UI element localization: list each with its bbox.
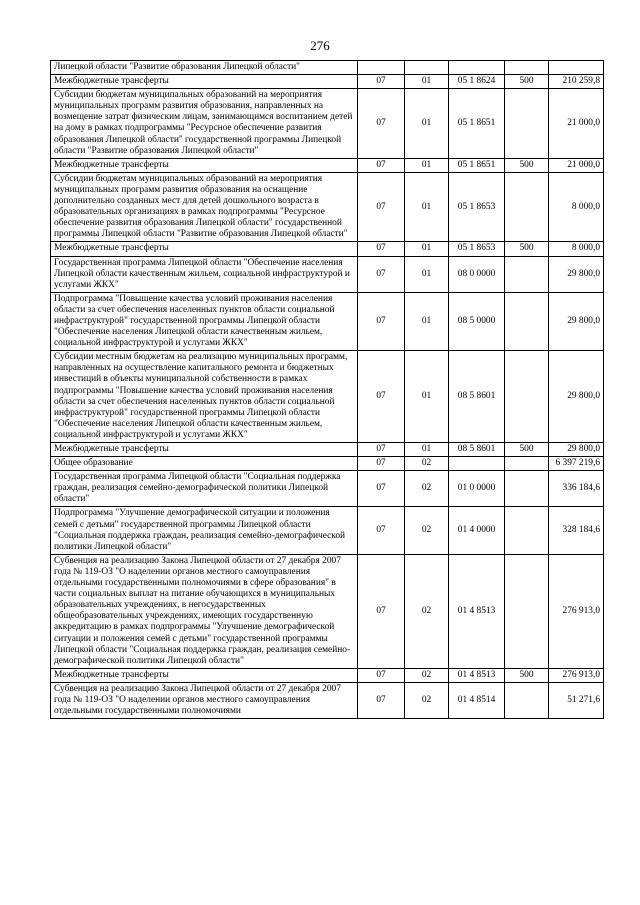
row-amount: 210 259,8 [549,75,604,89]
row-expense-type: 500 [505,668,549,682]
row-expense-type: 500 [505,75,549,89]
row-amount: 328 184,6 [549,507,604,554]
row-expense-type [505,89,549,159]
row-section-code: 07 [358,554,405,668]
table-row [51,242,604,256]
row-amount: 276 913,0 [549,668,604,682]
row-description: Межбюджетные трансферты [51,158,358,172]
row-description: Межбюджетные трансферты [51,443,358,457]
row-amount: 6 397 219,6 [549,457,604,471]
row-description: Липецкой области "Развитие образования Липецкой области" [51,61,358,75]
row-target-code: 01 4 8513 [449,668,505,682]
table-row [51,507,604,554]
table-row [51,668,604,682]
row-subsection-code: 01 [405,158,449,172]
row-section-code: 07 [358,172,405,242]
row-section-code: 07 [358,242,405,256]
row-description: Межбюджетные трансферты [51,242,358,256]
table-row [51,172,604,242]
table-row [51,158,604,172]
table-row [51,89,604,159]
row-description: Субсидии местным бюджетам на реализацию муниципальных программ, направленных на осуществление капитального ремонта и бюджетных инвестиций в объекты муниципальной собственности в рамках подпрограммы "Повышение качества условий проживания населения области за счет обеспечения населенных пунктов области социальной инфраструктурой" государственной программы Липецкой области "Обеспечение населения Липецкой области качественным жильем, социальной инфраструктурой и услугами ЖКХ" [51,351,358,443]
row-target-code: 01 4 8514 [449,682,505,718]
row-target-code: 05 1 8653 [449,242,505,256]
row-expense-type [505,507,549,554]
row-target-code: 05 1 8651 [449,158,505,172]
row-amount: 29 800,0 [549,256,604,292]
row-section-code: 07 [358,443,405,457]
row-target-code [449,457,505,471]
table-row [51,61,604,75]
row-description: Субсидии бюджетам муниципальных образований на мероприятия муниципальных программ развития образования на оснащение дополнительно созданных мест для детей дошкольного возраста в образовательных организациях в рамках подпрограммы "Ресурсное обеспечение развития образования Липецкой области" государственной программы Липецкой области "Развитие образования Липецкой области" [51,172,358,242]
budget-table-body [51,61,604,719]
row-amount [549,61,604,75]
row-expense-type [505,457,549,471]
row-section-code: 07 [358,507,405,554]
row-target-code: 01 0 0000 [449,471,505,507]
row-target-code: 08 0 0000 [449,256,505,292]
row-expense-type [505,351,549,443]
row-section-code [358,61,405,75]
row-description: Субсидии бюджетам муниципальных образований на мероприятия муниципальных программ развития образования, направленных на возмещение затрат физическим лицам, занимающимся воспитанием детей на дому в рамках подпрограммы "Ресурсное обеспечение развития образования Липецкой области" государственной программы Липецкой области "Развитие образования Липецкой области" [51,89,358,159]
row-description: Подпрограмма "Повышение качества условий проживания населения области за счет обеспечения населенных пунктов области социальной инфраструктурой" государственной программы Липецкой области "Обеспечение населения Липецкой области качественным жильем, социальной инфраструктурой и услугами ЖКХ" [51,292,358,350]
table-row [51,471,604,507]
row-expense-type: 500 [505,443,549,457]
row-expense-type [505,292,549,350]
row-section-code: 07 [358,75,405,89]
row-amount: 8 000,0 [549,172,604,242]
row-expense-type: 500 [505,158,549,172]
table-row [51,443,604,457]
row-subsection-code: 01 [405,242,449,256]
row-target-code: 08 5 8601 [449,443,505,457]
table-row [51,351,604,443]
page-number: 276 [310,38,330,53]
row-expense-type: 500 [505,242,549,256]
row-section-code: 07 [358,668,405,682]
row-amount: 51 271,6 [549,682,604,718]
row-target-code: 01 4 0000 [449,507,505,554]
row-expense-type [505,554,549,668]
row-amount: 29 800,0 [549,443,604,457]
table-row [51,292,604,350]
row-expense-type [505,172,549,242]
row-amount: 336 184,6 [549,471,604,507]
row-subsection-code: 01 [405,256,449,292]
row-subsection-code: 01 [405,172,449,242]
row-subsection-code [405,61,449,75]
table-row [51,554,604,668]
row-target-code: 08 5 8601 [449,351,505,443]
row-section-code: 07 [358,351,405,443]
row-subsection-code: 01 [405,351,449,443]
row-description: Государственная программа Липецкой области "Социальная поддержка граждан, реализация семейно-демографической политики Липецкой области" [51,471,358,507]
budget-table [50,60,604,719]
row-section-code: 07 [358,471,405,507]
row-section-code: 07 [358,256,405,292]
row-section-code: 07 [358,292,405,350]
row-subsection-code: 02 [405,554,449,668]
row-subsection-code: 02 [405,507,449,554]
row-subsection-code: 02 [405,457,449,471]
row-section-code: 07 [358,89,405,159]
row-target-code: 05 1 8651 [449,89,505,159]
row-target-code: 05 1 8624 [449,75,505,89]
row-subsection-code: 01 [405,75,449,89]
row-description: Общее образование [51,457,358,471]
row-amount: 29 800,0 [549,292,604,350]
row-description: Субвенция на реализацию Закона Липецкой области от 27 декабря 2007 года № 119-ОЗ "О наделении органов местного самоуправления отдельными государственными полномочиями [51,682,358,718]
row-target-code [449,61,505,75]
row-description: Межбюджетные трансферты [51,75,358,89]
row-section-code: 07 [358,158,405,172]
row-subsection-code: 01 [405,292,449,350]
row-subsection-code: 02 [405,682,449,718]
table-row [51,682,604,718]
row-target-code: 01 4 8513 [449,554,505,668]
row-section-code: 07 [358,682,405,718]
row-subsection-code: 01 [405,443,449,457]
row-amount: 276 913,0 [549,554,604,668]
table-row [51,256,604,292]
row-expense-type [505,256,549,292]
row-target-code: 05 1 8653 [449,172,505,242]
row-subsection-code: 02 [405,471,449,507]
row-description: Межбюджетные трансферты [51,668,358,682]
row-amount: 21 000,0 [549,158,604,172]
table-row [51,75,604,89]
row-amount: 8 000,0 [549,242,604,256]
row-amount: 29 800,0 [549,351,604,443]
row-expense-type [505,471,549,507]
row-expense-type [505,61,549,75]
row-subsection-code: 02 [405,668,449,682]
row-description: Субвенция на реализацию Закона Липецкой области от 27 декабря 2007 года № 119-ОЗ "О наделении органов местного самоуправления отдельными государственными полномочиями в сфере образования" в части социальных выплат на питание обучающихся в муниципальных образовательных учреждениях, в негосударственных общеобразовательных учреждениях, имеющих государственную аккредитацию в рамках подпрограммы "Улучшение демографической ситуации и положения семей с детьми" государственной программы Липецкой области "Социальная поддержка граждан, реализация семейно-демографической политики Липецкой области" [51,554,358,668]
table-row [51,457,604,471]
row-target-code: 08 5 0000 [449,292,505,350]
row-expense-type [505,682,549,718]
row-description: Подпрограмма "Улучшение демографической ситуации и положения семей с детьми" государственной программы Липецкой области "Социальная поддержка граждан, реализация семейно-демографической политики Липецкой области" [51,507,358,554]
row-amount: 21 000,0 [549,89,604,159]
row-section-code: 07 [358,457,405,471]
row-subsection-code: 01 [405,89,449,159]
row-description: Государственная программа Липецкой области "Обеспечение населения Липецкой области качественным жильем, социальной инфраструктурой и услугами ЖКХ" [51,256,358,292]
